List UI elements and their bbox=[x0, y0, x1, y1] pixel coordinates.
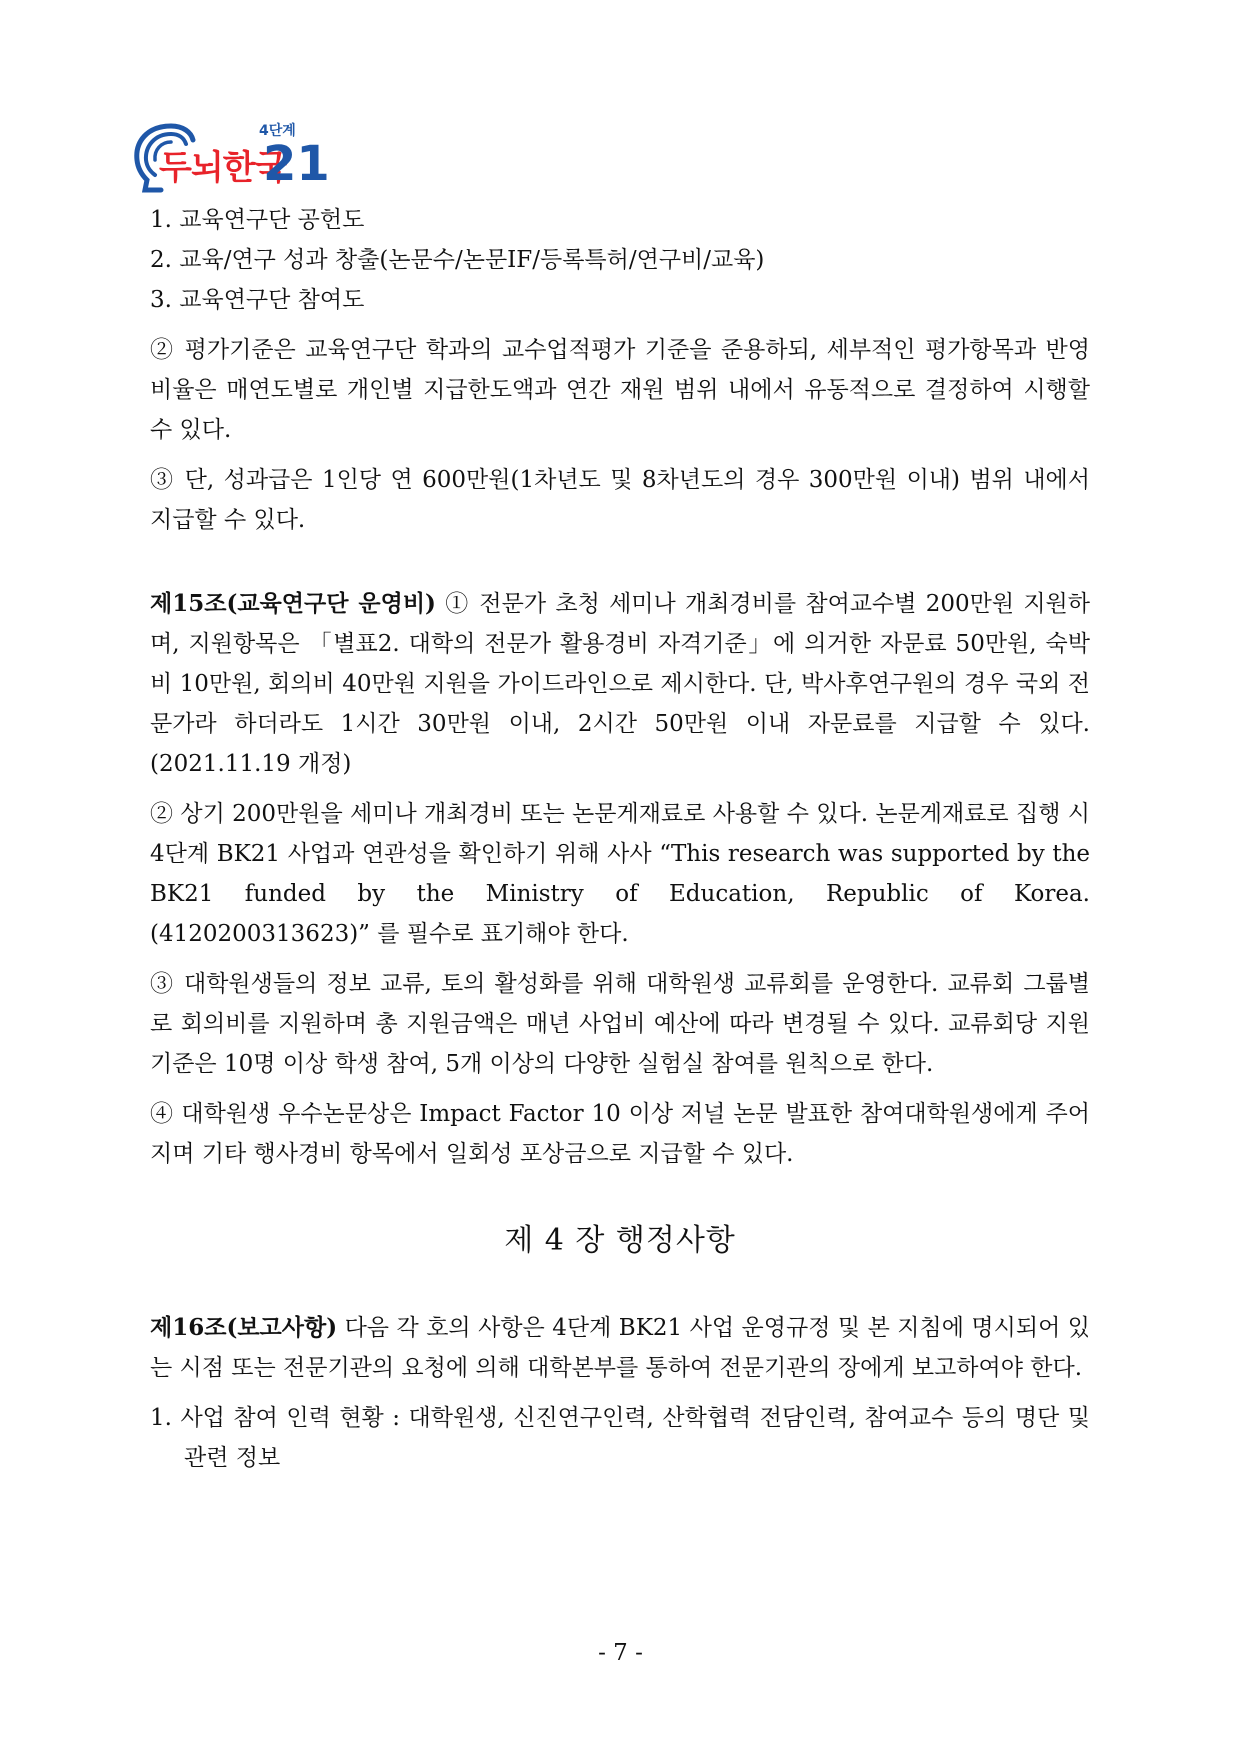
article-16-text: 다음 각 호의 사항은 4단계 BK21 사업 운영규정 및 본 지침에 명시되어 있는 시점 또는 전문기관의 요청에 의해 대학본부를 통하여 전문기관의 장에게 보고하여야 한다. bbox=[150, 1315, 1090, 1381]
paragraph-eval-criteria: ② 평가기준은 교육연구단 학과의 교수업적평가 기준을 준용하되, 세부적인 평가항목과 반영비율은 매연도별로 개인별 지급한도액과 연간 재원 범위 내에서 유동적으로 결정하여 시행할 수 있다. bbox=[150, 337, 1090, 443]
logo-main-text: 두뇌한국 bbox=[159, 148, 287, 188]
article-15-paragraph-1 bbox=[150, 584, 1090, 784]
article-15-paragraph-2: ② 상기 200만원을 세미나 개최경비 또는 논문게재료로 사용할 수 있다. 논문게재료로 집행 시 4단계 BK21 사업과 연관성을 확인하기 위해 사사 “This research was supported by the BK21 funded by the Ministry of Education, Republic of Korea.(4120200313623)” 를 필수로 표기해야 한다. bbox=[150, 801, 1090, 947]
chapter-4-title: 제 4 장 행정사항 bbox=[504, 1223, 736, 1258]
article-15-text: ① 전문가 초청 세미나 개최경비를 참여교수별 200만원 지원하며, 지원항목은 「별표2. 대학의 전문가 활용경비 자격기준」에 의거한 자문료 50만원, 숙박비 10만원, 회의비 40만원 지원을 가이드라인으로 제시한다. 단, 박사후연구원의 경우 국외 전문가라 하더라도 1시간 30만원 이내, 2시간 50만원 이내 자문료를 지급할 수 있다.(2021.11.19 개정) bbox=[150, 591, 1090, 777]
page-number: - 7 - bbox=[598, 1640, 643, 1666]
article-16-item-1: 1. 사업 참여 인력 현황 : 대학원생, 신진연구인력, 산학협력 전담인력, 참여교수 등의 명단 및 관련 정보 bbox=[150, 1405, 1090, 1471]
bk21-logo bbox=[131, 120, 341, 196]
article-16-title: 제16조(보고사항) bbox=[150, 1314, 338, 1341]
article-15-title: 제15조(교육연구단 운영비) bbox=[150, 590, 436, 617]
article-15-paragraph-3: ③ 대학원생들의 정보 교류, 토의 활성화를 위해 대학원생 교류회를 운영한다. 교류회 그룹별로 회의비를 지원하며 총 지원금액은 매년 사업비 예산에 따라 변경될 수 있다. 교류회당 지원기준은 10명 이상 학생 참여, 5개 이상의 다양한 실험실 참여를 원칙으로 한다. bbox=[150, 971, 1090, 1077]
article-16-paragraph-1 bbox=[150, 1308, 1090, 1388]
article-15-paragraph-4: ④ 대학원생 우수논문상은 Impact Factor 10 이상 저널 논문 발표한 참여대학원생에게 주어지며 기타 행사경비 항목에서 일회성 포상금으로 지급할 수 있다. bbox=[150, 1101, 1090, 1167]
document-body bbox=[150, 200, 1090, 1478]
list-item: 2. 교육/연구 성과 창출(논문수/논문IF/등록특허/연구비/교육) bbox=[150, 247, 765, 273]
list-item: 1. 교육연구단 공헌도 bbox=[150, 207, 365, 233]
logo-stage: 4단계 bbox=[259, 123, 296, 139]
paragraph-bonus-limit: ③ 단, 성과급은 1인당 연 600만원(1차년도 및 8차년도의 경우 300만원 이내) 범위 내에서 지급할 수 있다. bbox=[150, 467, 1090, 533]
logo-number: 21 bbox=[263, 136, 330, 192]
list-item: 3. 교육연구단 참여도 bbox=[150, 287, 365, 313]
